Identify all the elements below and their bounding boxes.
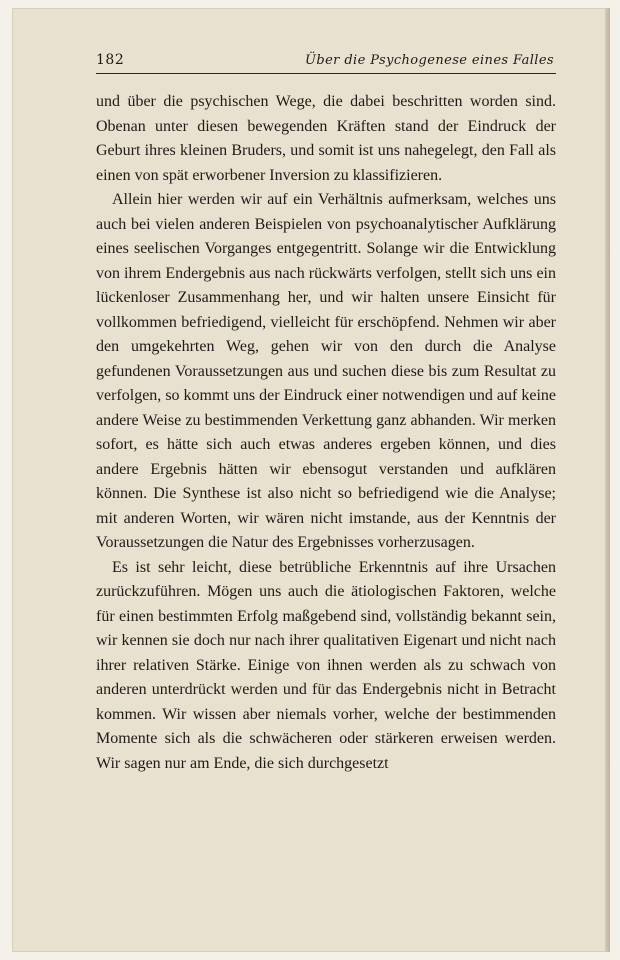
page-number: 182	[96, 52, 125, 68]
running-head: Über die Psychogenese eines Falles	[305, 53, 554, 68]
body-text	[96, 90, 556, 776]
page-header	[96, 52, 554, 72]
paragraph-3: Es ist sehr leicht, diese betrübliche Erkenntnis auf ihre Ursachen zurückzuführen. Mögen uns auch die ätiologischen Faktoren, welche für einen bestimmten Erfolg maßgebend sind, vollständig bekannt sein, wir kennen sie doch nur nach ihrer qualitativen Eigenart und nicht nach ihrer relativen Stärke. Einige von ihnen werden als zu schwach von anderen unterdrückt werden und für das Endergebnis nicht in Betracht kommen. Wir wissen aber niemals vorher, welche der bestimmenden Momente sich als die schwächeren oder stärkeren erweisen werden. Wir sagen nur am Ende, die sich durchgesetzt	[96, 558, 556, 772]
header-rule	[96, 73, 556, 74]
paragraph-1: und über die psychischen Wege, die dabei beschritten worden sind. Obenan unter diesen bewegenden Kräften stand der Eindruck der Geburt ihres kleinen Bruders, und somit ist uns nahegelegt, den Fall als einen von spät erworbener Inversion zu klassifizieren.	[96, 93, 556, 184]
paragraph-2: Allein hier werden wir auf ein Verhältnis aufmerksam, welches uns auch bei vielen anderen Beispielen von psychoanalytischer Aufklärung eines seelischen Vorganges entgegentritt. Solange wir die Entwicklung von ihrem Endergebnis aus nach rückwärts verfolgen, stellt sich uns ein lückenloser Zusammenhang her, und wir halten unsere Einsicht für vollkommen befriedigend, vielleicht für erschöpfend. Nehmen wir aber den umgekehrten Weg, gehen wir von den durch die Analyse gefundenen Voraussetzungen aus und suchen diese bis zum Resultat zu verfolgen, so kommt uns der Eindruck einer notwendigen und auf keine andere Weise zu bestimmenden Verkettung ganz abhanden. Wir merken sofort, es hätte sich auch etwas anderes ergeben können, und dies andere Ergebnis hätten wir ebensogut verstanden und aufklären können. Die Synthese ist also nicht so befriedigend wie die Analyse; mit anderen Worten, wir wären nicht imstande, aus der Kenntnis der Voraussetzungen die Natur des Ergebnisses vorherzusagen.	[96, 191, 556, 551]
page-edge	[605, 8, 610, 952]
